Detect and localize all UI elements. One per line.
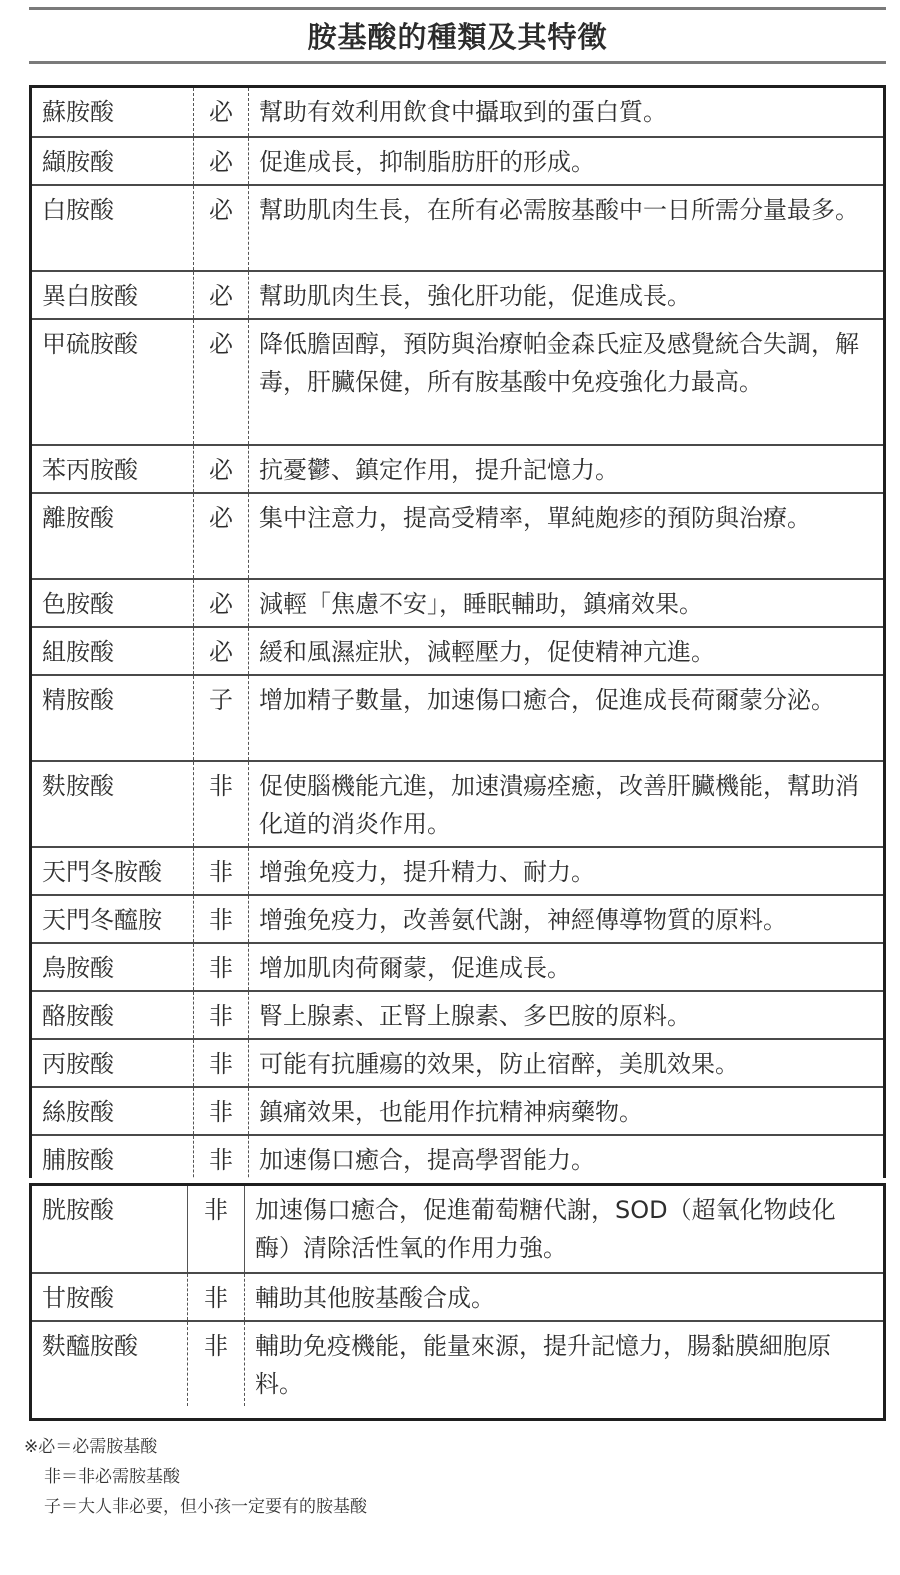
- amino-acid-description: 增強免疫力，提升精力、耐力。: [259, 858, 595, 886]
- amino-acid-type: 非: [188, 1274, 245, 1320]
- table-row: [32, 1320, 883, 1406]
- amino-acid-description: 鎮痛效果，也能用作抗精神病藥物。: [259, 1098, 643, 1126]
- amino-acid-type: 非: [194, 762, 249, 846]
- table-row: [32, 1134, 883, 1178]
- amino-acid-name: 甘胺酸: [32, 1274, 188, 1320]
- amino-acid-name: 異白胺酸: [32, 272, 194, 318]
- amino-acid-type: 非: [188, 1322, 245, 1406]
- amino-acid-table-part1: [29, 85, 886, 1178]
- legend-child-essential: 子＝大人非必要，但小孩一定要有的胺基酸: [44, 1497, 367, 1517]
- amino-acid-description: 幫助有效利用飲食中攝取到的蛋白質。: [259, 98, 667, 126]
- amino-acid-description: 促進成長，抑制脂肪肝的形成。: [259, 148, 595, 176]
- amino-acid-description: 腎上腺素、正腎上腺素、多巴胺的原料。: [259, 1002, 691, 1030]
- amino-acid-name: 胱胺酸: [32, 1186, 188, 1272]
- amino-acid-name: 天門冬胺酸: [32, 848, 194, 894]
- amino-acid-name: 精胺酸: [32, 676, 194, 760]
- amino-acid-description: 降低膽固醇，預防與治療帕金森氏症及感覺統合失調，解毒，肝臟保健，所有胺基酸中免疫強化力最高。: [259, 330, 859, 396]
- amino-acid-name: 離胺酸: [32, 494, 194, 578]
- table-row: [32, 136, 883, 184]
- amino-acid-type: 非: [194, 896, 249, 942]
- title-top-rule: [29, 7, 886, 10]
- amino-acid-type: 非: [194, 1088, 249, 1134]
- amino-acid-description: 可能有抗腫瘍的效果，防止宿醉，美肌效果。: [259, 1050, 739, 1078]
- table-row: [32, 184, 883, 270]
- amino-acid-type: 必: [194, 320, 249, 444]
- amino-acid-name: 蘇胺酸: [32, 88, 194, 136]
- amino-acid-type: 非: [194, 1136, 249, 1178]
- legend-notes: [24, 1432, 367, 1522]
- amino-acid-type: 必: [194, 186, 249, 270]
- amino-acid-description: 減輕「焦慮不安」，睡眠輔助，鎮痛效果。: [259, 590, 703, 618]
- table-row: [32, 674, 883, 760]
- table-row: [32, 760, 883, 846]
- table-row: [32, 894, 883, 942]
- legend-nonessential: 非＝非必需胺基酸: [44, 1467, 180, 1487]
- table-row: [32, 88, 883, 136]
- amino-acid-description: 集中注意力，提高受精率，單純皰疹的預防與治療。: [259, 504, 811, 532]
- amino-acid-name: 酪胺酸: [32, 992, 194, 1038]
- amino-acid-name: 纈胺酸: [32, 138, 194, 184]
- amino-acid-description: 加速傷口癒合，提高學習能力。: [259, 1146, 595, 1174]
- amino-acid-name: 麩醯胺酸: [32, 1322, 188, 1406]
- amino-acid-type: 必: [194, 446, 249, 492]
- amino-acid-name: 白胺酸: [32, 186, 194, 270]
- table-row: [32, 444, 883, 492]
- amino-acid-description: 促使腦機能亢進，加速潰瘍痊癒，改善肝臟機能，幫助消化道的消炎作用。: [259, 772, 859, 838]
- amino-acid-name: 絲胺酸: [32, 1088, 194, 1134]
- table-row: [32, 1272, 883, 1320]
- table-row: [32, 1186, 883, 1272]
- amino-acid-name: 麩胺酸: [32, 762, 194, 846]
- table-row: [32, 990, 883, 1038]
- amino-acid-name: 丙胺酸: [32, 1040, 194, 1086]
- amino-acid-name: 鳥胺酸: [32, 944, 194, 990]
- amino-acid-name: 組胺酸: [32, 628, 194, 674]
- amino-acid-type: 非: [188, 1186, 245, 1272]
- amino-acid-name: 脯胺酸: [32, 1136, 194, 1178]
- amino-acid-type: 必: [194, 138, 249, 184]
- table-row: [32, 1086, 883, 1134]
- amino-acid-type: 必: [194, 628, 249, 674]
- amino-acid-description: 輔助免疫機能，能量來源，提升記憶力，腸黏膜細胞原料。: [255, 1332, 831, 1398]
- amino-acid-description: 加速傷口癒合，促進葡萄糖代謝，SOD（超氧化物歧化酶）清除活性氧的作用力強。: [255, 1196, 836, 1262]
- legend-essential: ※必＝必需胺基酸: [24, 1437, 158, 1457]
- amino-acid-type: 非: [194, 992, 249, 1038]
- table-row: [32, 318, 883, 444]
- amino-acid-name: 甲硫胺酸: [32, 320, 194, 444]
- amino-acid-type: 必: [194, 580, 249, 626]
- amino-acid-description: 抗憂鬱、鎮定作用，提升記憶力。: [259, 456, 619, 484]
- amino-acid-description: 增強免疫力，改善氨代謝，神經傳導物質的原料。: [259, 906, 787, 934]
- amino-acid-description: 幫助肌肉生長，強化肝功能，促進成長。: [259, 282, 691, 310]
- amino-acid-description: 增加精子數量，加速傷口癒合，促進成長荷爾蒙分泌。: [259, 686, 835, 714]
- amino-acid-type: 必: [194, 272, 249, 318]
- amino-acid-table-part2: [29, 1183, 886, 1421]
- amino-acid-description: 幫助肌肉生長，在所有必需胺基酸中一日所需分量最多。: [259, 196, 859, 224]
- amino-acid-name: 天門冬醯胺: [32, 896, 194, 942]
- amino-acid-type: 非: [194, 1040, 249, 1086]
- page-title: 胺基酸的種類及其特徵: [307, 20, 608, 54]
- amino-acid-type: 子: [194, 676, 249, 760]
- table-row: [32, 942, 883, 990]
- amino-acid-type: 必: [194, 88, 249, 136]
- amino-acid-name: 色胺酸: [32, 580, 194, 626]
- table-row: [32, 492, 883, 578]
- amino-acid-type: 非: [194, 944, 249, 990]
- amino-acid-name: 苯丙胺酸: [32, 446, 194, 492]
- amino-acid-type: 必: [194, 494, 249, 578]
- table-row: [32, 270, 883, 318]
- table-row: [32, 1038, 883, 1086]
- table-row: [32, 846, 883, 894]
- amino-acid-description: 增加肌肉荷爾蒙，促進成長。: [259, 954, 571, 982]
- table-row: [32, 578, 883, 626]
- table-row: [32, 626, 883, 674]
- amino-acid-description: 緩和風濕症狀，減輕壓力，促使精神亢進。: [259, 638, 715, 666]
- title-bottom-rule: [29, 61, 886, 64]
- amino-acid-description: 輔助其他胺基酸合成。: [255, 1284, 495, 1312]
- amino-acid-type: 非: [194, 848, 249, 894]
